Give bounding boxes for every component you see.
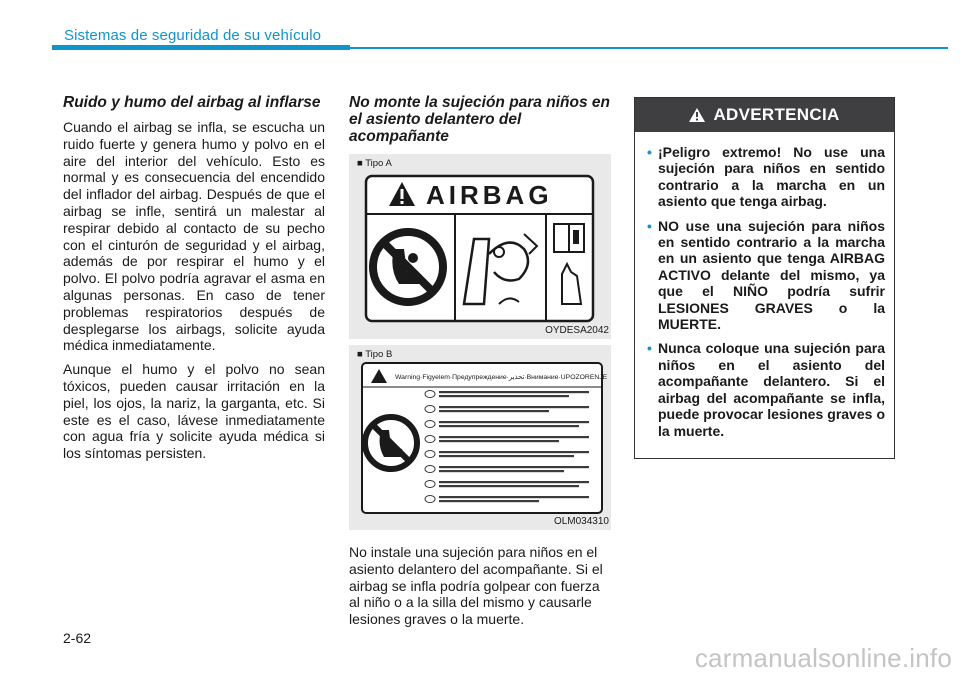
warning-title: ADVERTENCIA [713,105,840,124]
bullet-icon: • [647,217,652,234]
page-number: 2-62 [63,630,92,646]
heading-airbag-noise: Ruido y humo del airbag al inflarse [63,94,321,111]
warning-triangle-icon [689,108,705,122]
figure-type-b [349,345,611,530]
column-child-seat [349,94,611,635]
figure-label: ■ Tipo A [357,158,392,169]
paragraph: Cuando el airbag se infla, se escucha un ruido fuerte y genera humo y polvo en el aire del interior del vehículo. Esto es normal y es consecuencia del encendido del inflador del airbag. Después de que el airbag se infle, sentirá un malestar al respirar debido al contacto de su pecho con el cinturón de seguridad y el airbag, además de por respirar el humo y el polvo. El polvo podría agravar el asma en algunas personas. En caso de tener problemas respiratorios después de desplegarse los airbags, solicite ayuda médica inmediatamente. [63,119,325,354]
warning-item-text: NO use una sujeción para niños en sentido contrario a la marcha en un asiento que tenga AIRBAG ACTIVO delante del mismo, ya que el NIÑO podría sufrir LESIONES GRAVES o la MUERTE. [658,217,885,333]
heading-child-seat: No monte la sujeción para niños en el asiento delantero del acompañante [349,94,610,145]
figure-code: OYDESA2042 [545,325,609,336]
multilingual-warning-sticker-image [349,345,611,530]
watermark: carmanualsonline.info [694,643,952,673]
column-airbag-noise [63,94,325,469]
warning-item-text: ¡Peligro extremo! No use una sujeción para niños en sentido contrario a la marcha en un asiento que tenga airbag. [658,144,885,210]
warning-item [647,144,885,210]
paragraph: Aunque el humo y el polvo no sean tóxicos, pueden causar irritación en la piel, los ojos, la nariz, la garganta, etc. Si este es el caso, lávese inmediatamente con agua fría y solicite ayuda médica si los síntomas persisten. [63,361,325,462]
bullet-icon: • [647,144,652,160]
warning-box [634,97,895,459]
warning-item-text: Nunca coloque una sujeción para niños en el asiento del acompañante delantero. Si el airbag del acompañante se infla, puede provocar lesiones graves o la muerte. [658,340,885,439]
section-title: Sistemas de seguridad de su vehículo [64,27,322,44]
bullet-icon: • [647,340,652,357]
warning-list [635,132,894,439]
figure-type-a [349,154,611,339]
sticker-header-text: Warning·Figyelem·Предупреждение·تحذير·Внимание·UPOZORENJE [395,374,608,381]
airbag-sticker-image [349,154,611,339]
header-rule-accent [52,45,350,50]
warning-item [647,340,885,438]
paragraph: No instale una sujeción para niños en el asiento delantero del acompañante. Si el airbag se infla podría golpear con fuerza al niño o a la silla del mismo y causarle lesiones graves o la muerte. [349,544,603,628]
figure-code: OLM034310 [553,516,609,527]
warning-header [635,98,894,132]
sticker-airbag-text: AIRBAG [426,180,553,210]
figure-label: ■ Tipo B [357,349,393,360]
warning-item [647,218,885,333]
